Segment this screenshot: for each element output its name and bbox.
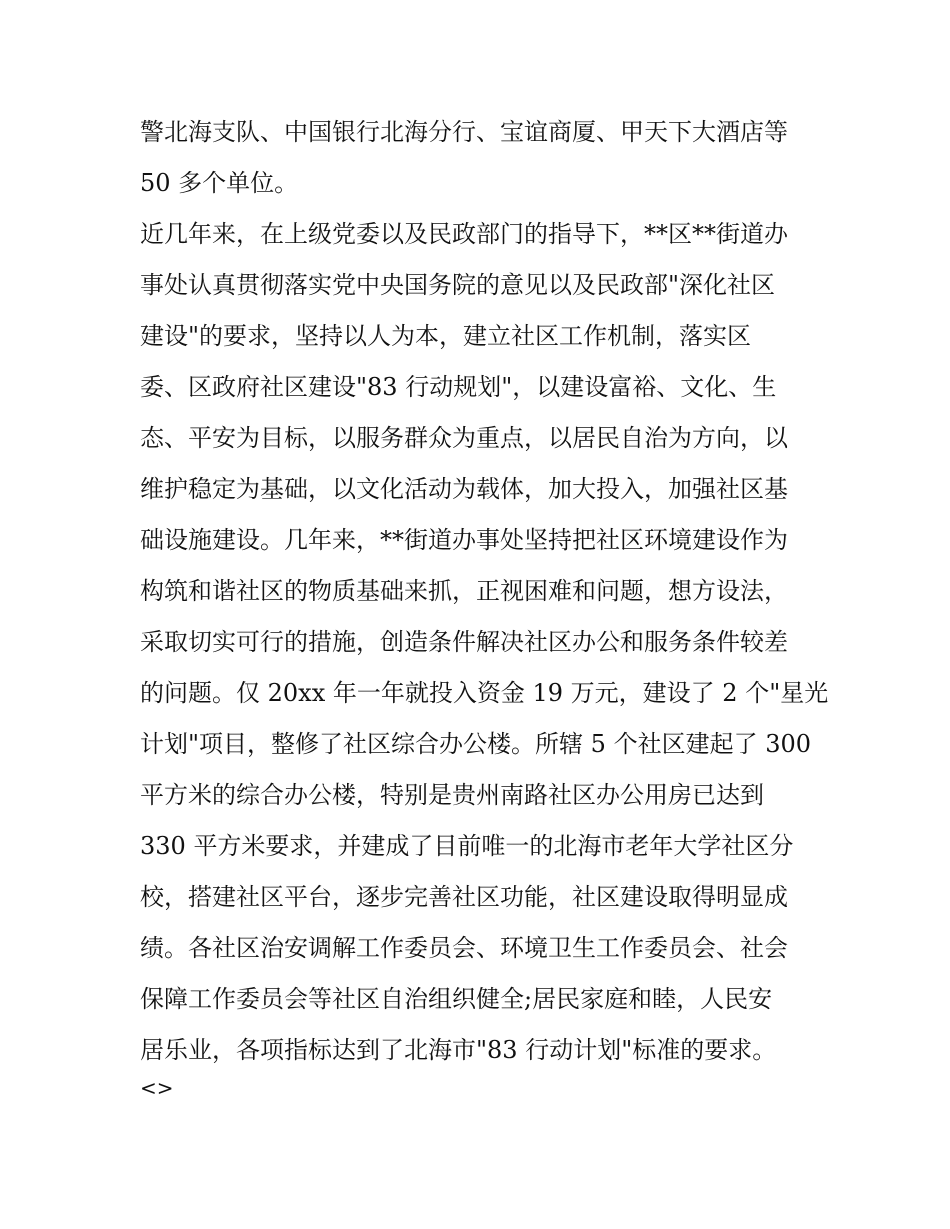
- text-line: 居乐业，各项指标达到了北海市"83 行动计划"标准的要求。: [140, 1036, 777, 1064]
- text-line: 近几年来，在上级党委以及民政部门的指导下，**区**街道办: [140, 220, 788, 248]
- text-line: 构筑和谐社区的物质基础来抓，正视困难和问题，想方设法，: [140, 577, 788, 605]
- text-line: 平方米的综合办公楼，特别是贵州南路社区办公用房已达到: [140, 781, 764, 809]
- text-line: 50 多个单位。: [140, 169, 299, 197]
- text-line: 采取切实可行的措施，创造条件解决社区办公和服务条件较差: [140, 628, 788, 656]
- body-text: [140, 107, 830, 1076]
- text-line: 事处认真贯彻落实党中央国务院的意见以及民政部"深化社区: [140, 271, 776, 299]
- text-line: 建设"的要求，坚持以人为本，建立社区工作机制，落实区: [140, 322, 752, 350]
- text-line: 校，搭建社区平台，逐步完善社区功能，社区建设取得明显成: [140, 883, 788, 911]
- text-line: 绩。各社区治安调解工作委员会、环境卫生工作委员会、社会: [140, 934, 788, 962]
- text-line: 础设施建设。几年来，**街道办事处坚持把社区环境建设作为: [140, 526, 788, 554]
- text-line: 维护稳定为基础，以文化活动为载体，加大投入，加强社区基: [140, 475, 788, 503]
- text-line: 委、区政府社区建设"83 行动规划"，以建设富裕、文化、生: [140, 373, 777, 401]
- text-line: 警北海支队、中国银行北海分行、宝谊商厦、甲天下大酒店等: [140, 118, 788, 146]
- text-line: 计划"项目，整修了社区综合办公楼。所辖 5 个社区建起了 300: [140, 730, 812, 758]
- text-line: 330 平方米要求，并建成了目前唯一的北海市老年大学社区分: [140, 832, 794, 860]
- text-line: 的问题。仅 20xx 年一年就投入资金 19 万元，建设了 2 个"星光: [140, 679, 829, 707]
- text-line: 态、平安为目标，以服务群众为重点，以居民自治为方向，以: [140, 424, 788, 452]
- end-marker: <>: [140, 1076, 174, 1100]
- text-line: 保障工作委员会等社区自治组织健全;居民家庭和睦，人民安: [140, 985, 773, 1013]
